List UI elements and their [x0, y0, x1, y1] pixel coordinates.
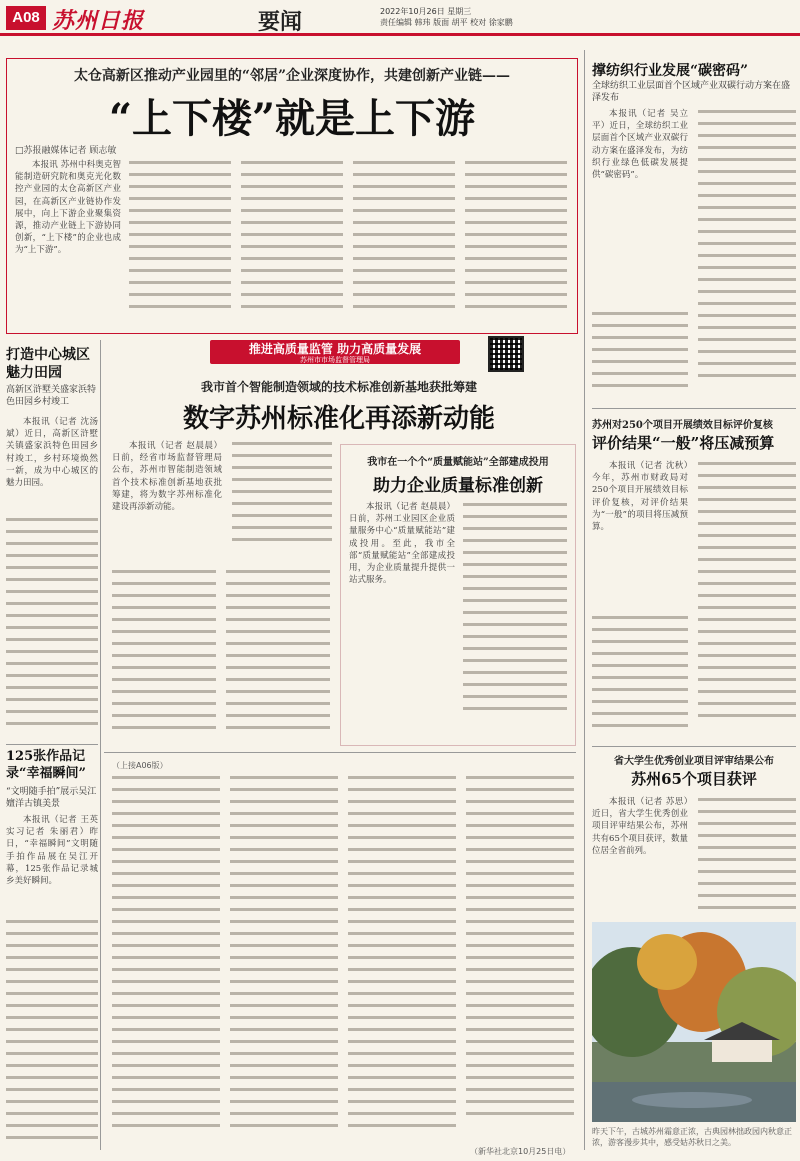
lead-paragraph: 本报讯 苏州中科奥克智能制造研究院和奥克光化数控产业园的太仓高新区产业园，在高新区产业链协作发展中，向上下游企业聚集资源，推动产业链上下游协同创新，“上下楼”的企业也成为“上下游”。	[15, 160, 121, 256]
left-story1-paragraph: 本报讯（记者 沈汤斌）近日，高新区浒墅关镇盛家浜特色田园乡村竣工，乡村环境焕然一新，成为中心城区的魅力田园。	[6, 417, 98, 489]
left-divider	[6, 744, 98, 745]
issue-date: 2022年10月26日 星期三	[380, 7, 472, 16]
right-story3-title: 苏州65个项目获评	[631, 770, 757, 788]
standard-paragraph: 本报讯（记者 赵晨晨）日前，经省市场监督管理局公布，苏州市智能制造领域首个技术标准创新基地获批筹建，将为数字苏州标准化建设再添新动能。	[112, 441, 222, 513]
boxed-title: 助力企业质量标准创新	[373, 476, 543, 496]
right-story1-paragraph: 本报讯（记者 吴立平）近日，全球纺织工业层面首个区域产业双碳行动方案在盛泽发布，为纺织行业绿色低碳发展提供“碳密码”。	[592, 109, 688, 181]
promo-bar	[210, 340, 460, 364]
lead-byline: □苏报融媒体记者 顾志敏	[15, 146, 117, 156]
standard-text-columns	[232, 442, 332, 560]
left-story1-subtitle: 高新区浒墅关盛家浜特色田园乡村竣工	[6, 385, 97, 407]
staff-credits: 责任编辑 韩玮 版面 胡平 校对 徐家鹏	[380, 18, 513, 27]
paper-logo: 苏州日报	[52, 8, 145, 34]
garden-photo	[592, 922, 796, 1122]
continued-article-columns	[112, 776, 578, 1146]
left-story2-text	[6, 920, 98, 1150]
right-divider-1	[592, 408, 796, 409]
left-column-divider	[100, 340, 101, 1150]
right-story3-text	[698, 798, 796, 916]
left-story2-title: 125张作品记录“幸福瞬间”	[6, 749, 86, 781]
qr-code	[488, 336, 524, 372]
left-story2-paragraph: 本报讯（记者 王英 实习记者 朱丽君）昨日，“幸福瞬间”文明随手拍作品展在吴江开幕，125张作品记录城乡美好瞬间。	[6, 815, 98, 887]
boxed-kicker: 我市在一个个“质量赋能站”全部建成投用	[367, 457, 549, 468]
right-story2-text-lower	[592, 616, 688, 742]
right-story2-paragraph: 本报讯（记者 沈秋）今年，苏州市财政局对250个项目开展绩效目标评价复核，对评价结果为“一般”的项目将压减预算。	[592, 461, 688, 533]
page-number: A08	[6, 6, 46, 30]
dateline	[380, 6, 513, 28]
divider-horizontal	[104, 752, 576, 753]
right-story1-title: 撑纺织行业发展“碳密码”	[592, 63, 749, 79]
left-story1-text	[6, 518, 98, 742]
lead-title: “上下楼”就是上下游	[108, 95, 475, 142]
right-story1-subtitle: 全球纺织工业层面首个区域产业双碳行动方案在盛泽发布	[592, 81, 791, 103]
left-story1-title: 打造中心城区魅力田园	[6, 347, 90, 381]
boxed-paragraph: 本报讯（记者 赵晨晨）日前，苏州工业园区企业质量服务中心“质量赋能站”建成投用。至此，我市全部“质量赋能站”全部建成投用，为企业质量提升提供一站式服务。	[349, 502, 455, 586]
right-story1-text-lower	[592, 312, 688, 400]
right-story3-kicker: 省大学生优秀创业项目评审结果公布	[614, 756, 774, 767]
lead-text-columns	[129, 161, 569, 327]
right-story3-paragraph: 本报讯（记者 苏思）近日，省大学生优秀创业项目评审结果公布，苏州共有65个项目获评，数量位居全省前列。	[592, 797, 688, 856]
right-story2-title: 评价结果“一般”将压减预算	[592, 434, 775, 452]
standard-kicker: 我市首个智能制造领域的技术标准创新基地获批筹建	[200, 380, 477, 394]
lead-kicker: 太仓高新区推动产业园里的“邻居”企业深度协作，共建创新产业链——	[73, 68, 511, 84]
standard-title: 数字苏州标准化再添新动能	[182, 404, 495, 434]
photo-caption: 昨天下午，古城苏州霜意正浓，古典园林拙政园内秋意正浓，游客漫步其中，感受姑苏秋日之美。	[592, 1127, 792, 1147]
boxed-text-column	[463, 503, 567, 737]
masthead	[0, 0, 800, 36]
right-story2-kicker: 苏州对250个项目开展绩效目标评价复核	[592, 420, 773, 431]
standard-lower-columns	[112, 570, 332, 746]
promo-subtitle: 苏州市市场监督管理局	[300, 356, 370, 364]
boxed-story	[340, 444, 576, 746]
article-end-note: （新华社北京10月25日电）	[470, 1147, 571, 1156]
garden-photo-illustration	[592, 922, 796, 1122]
right-column-divider	[584, 50, 585, 1150]
lead-story-box	[6, 58, 578, 334]
continued-note: （上接A06版）	[112, 761, 168, 770]
left-story2-subtitle: “文明随手拍”展示吴江嬗洋古镇美景	[6, 787, 97, 809]
right-story2-text	[698, 462, 796, 742]
section-title: 要闻	[258, 9, 303, 35]
right-divider-2	[592, 746, 796, 747]
right-story1-text	[698, 110, 796, 400]
promo-title: 推进高质量监管 助力高质量发展	[248, 342, 422, 356]
